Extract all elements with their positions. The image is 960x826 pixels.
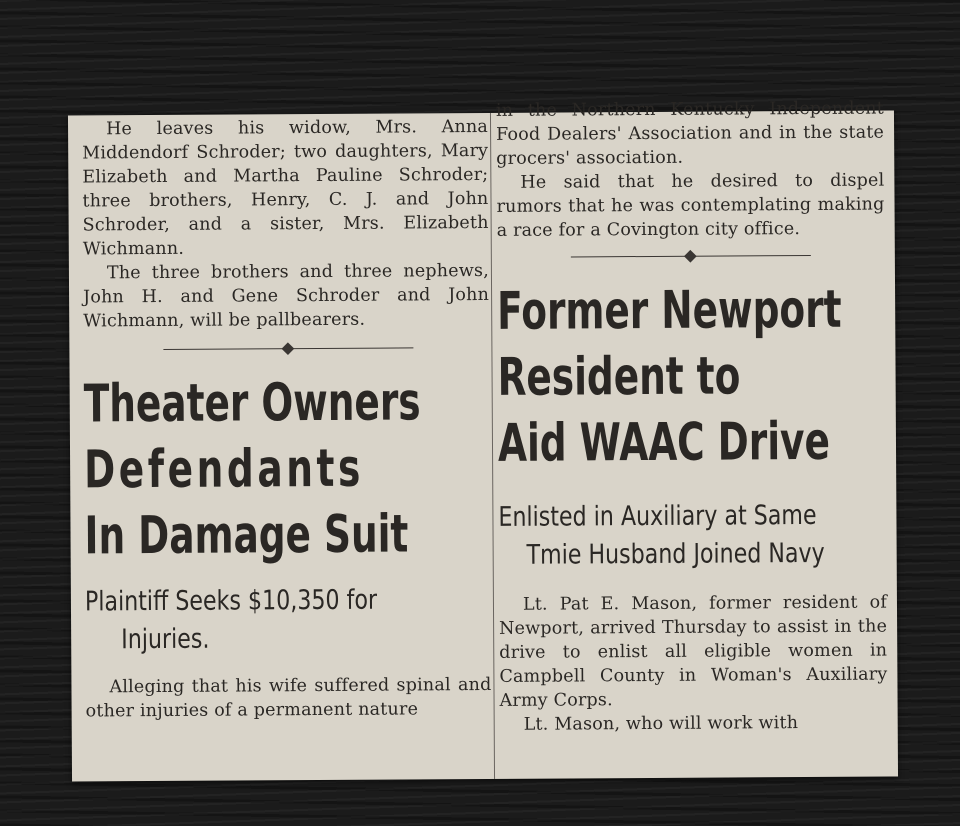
right-column: [496, 97, 888, 779]
headline-line: Resident to: [497, 346, 741, 408]
headline-theater-owners: [84, 369, 491, 569]
subhead-enlisted: [498, 497, 886, 575]
headline-line: Aid WAAC Drive: [497, 411, 831, 474]
newspaper-clipping: [68, 98, 898, 781]
article-continuation: Lt. Mason, who will work with: [523, 713, 799, 735]
subhead-line: Plaintiff Seeks $10,350 for: [84, 584, 378, 618]
article-lead-paragraph: Alleging that his wife suffered spinal and other injuries of a permanent nature: [85, 674, 492, 722]
subhead-line: Injuries.: [121, 623, 210, 656]
left-column: [82, 113, 492, 781]
subhead-line: Tmie Husband Joined Navy: [526, 537, 825, 571]
grocers-association-paragraph: in the Northern Kentucky Independent Food Dealers' Association and in the state grocers' association.: [495, 98, 885, 169]
headline-line: Defendants: [83, 438, 365, 501]
headline-line: Former Newport: [496, 279, 842, 342]
subhead-plaintiff: [85, 581, 491, 659]
headline-line: Theater Owners: [83, 372, 421, 435]
article-lead-paragraph: Lt. Pat E. Mason, former resident of Newport, arrived Thursday to assist in the drive to enlist all eligible women in Campbell County in Woman's Auxiliary Army Corps.: [499, 592, 888, 711]
section-divider: [571, 249, 811, 264]
headline-former-newport: [497, 277, 886, 477]
section-divider: [163, 341, 413, 357]
obituary-pallbearers-paragraph: The three brothers and three nephews, John H. and Gene Schroder and John Wichmann, will be pallbearers.: [83, 260, 490, 332]
obituary-survivors-paragraph: He leaves his widow, Mrs. Anna Middendorf Schroder; two daughters, Mary Elizabeth and Martha Pauline Schroder; three brothers, Henry, C. J. and John Schroder, and a sister, Mrs. Elizabeth Wichmann.: [82, 116, 489, 260]
subhead-line: Enlisted in Auxiliary at Same: [498, 499, 817, 533]
headline-line: In Damage Suit: [84, 504, 409, 567]
dispel-rumors-paragraph: He said that he desired to dispel rumors that he was contemplating making a race for a Covington city office.: [496, 170, 885, 241]
